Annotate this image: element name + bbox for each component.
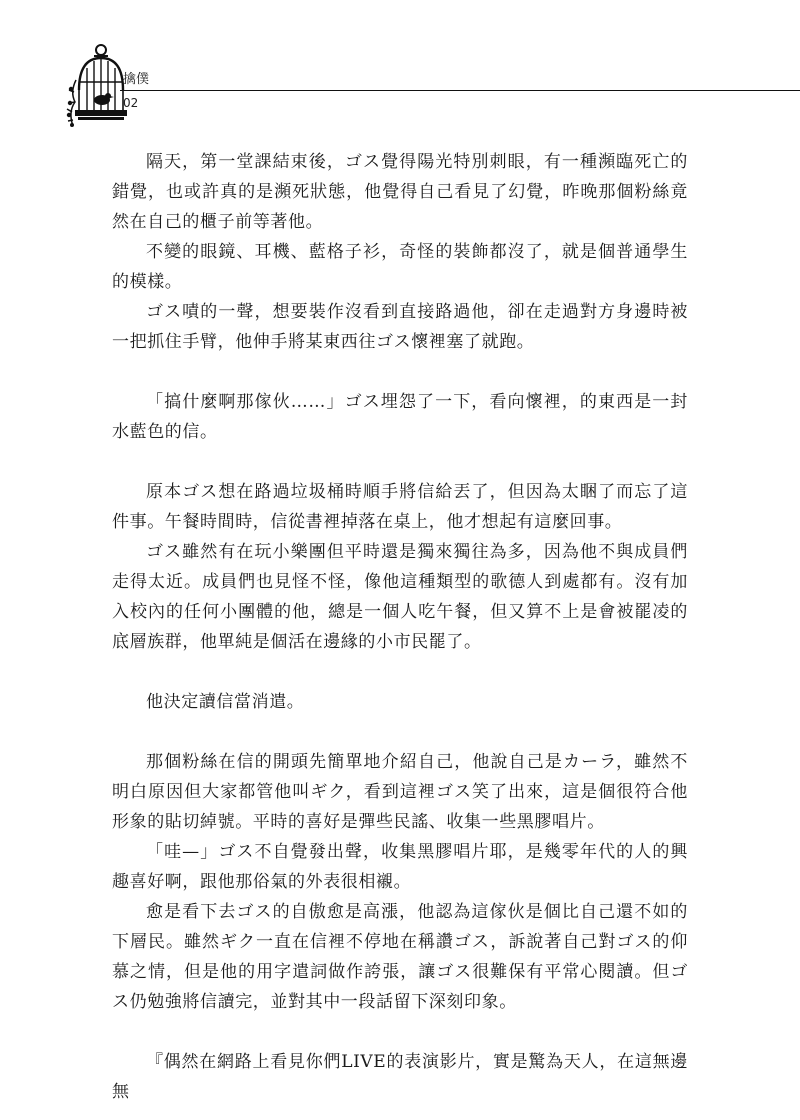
paragraph: 他決定讀信當消遣。 <box>146 692 305 712</box>
paragraph: 「哇—」ゴス不自覺發出聲，收集黑膠唱片耶，是幾零年代的人的興趣喜好啊，跟他那俗氣的外表很相襯。 <box>112 842 688 892</box>
paragraph: 隔天，第一堂課結束後，ゴス覺得陽光特別刺眼，有一種瀕臨死亡的錯覺，也或許真的是瀕死狀態，他覺得自己看見了幻覺，昨晚那個粉絲竟然在自己的櫃子前等著他。 <box>112 152 688 232</box>
birdcage-icon <box>62 40 132 130</box>
book-title: 擒僕 <box>123 72 150 87</box>
page-body <box>112 147 688 1107</box>
paragraph: 那個粉絲在信的開頭先簡單地介紹自己，他說自己是カーラ，雖然不明白原因但大家都管他叫ギク，看到這裡ゴス笑了出來，這是個很符合他形象的貼切綽號。平時的喜好是彈些民謠、收集一些黑膠唱片。 <box>112 752 688 832</box>
paragraph: ゴス雖然有在玩小樂團但平時還是獨來獨往為多，因為他不與成員們走得太近。成員們也見怪不怪，像他這種類型的歌德人到處都有。沒有加入校內的任何小團體的他，總是一個人吃午餐，但又算不上是會被罷凌的底層族群，他單純是個活在邊緣的小市民罷了。 <box>112 542 688 652</box>
paragraph-gap <box>112 357 688 387</box>
paragraph-gap <box>112 447 688 477</box>
page-header <box>0 0 800 130</box>
header-rule <box>120 90 800 91</box>
paragraph: 不變的眼鏡、耳機、藍格子衫，奇怪的裝飾都沒了，就是個普通學生的模樣。 <box>112 242 688 292</box>
paragraph: 『偶然在網路上看見你們LIVE的表演影片，實是驚為天人，在這無邊無 <box>112 1052 688 1102</box>
paragraph-gap <box>112 1017 688 1047</box>
paragraph-gap <box>112 717 688 747</box>
paragraph-gap <box>112 657 688 687</box>
paragraph: 原本ゴス想在路過垃圾桶時順手將信給丟了，但因為太睏了而忘了這件事。午餐時間時，信從書裡掉落在桌上，他才想起有這麼回事。 <box>112 482 688 532</box>
paragraph: 愈是看下去ゴス的自傲愈是高漲，他認為這傢伙是個比自己還不如的下層民。雖然ギク一直在信裡不停地在稱讚ゴス，訴說著自己對ゴス的仰慕之情，但是他的用字遣詞做作誇張，讓ゴス很難保有平常心閱讀。但ゴス仍勉強將信讀完，並對其中一段話留下深刻印象。 <box>112 902 688 1012</box>
paragraph: 「搞什麼啊那傢伙……」ゴス埋怨了一下，看向懷裡，的東西是一封水藍色的信。 <box>112 392 688 442</box>
page-number: 02 <box>123 96 139 110</box>
paragraph: ゴス嘖的一聲，想要裝作沒看到直接路過他，卻在走過對方身邊時被一把抓住手臂，他伸手將某東西往ゴス懷裡塞了就跑。 <box>112 302 688 352</box>
